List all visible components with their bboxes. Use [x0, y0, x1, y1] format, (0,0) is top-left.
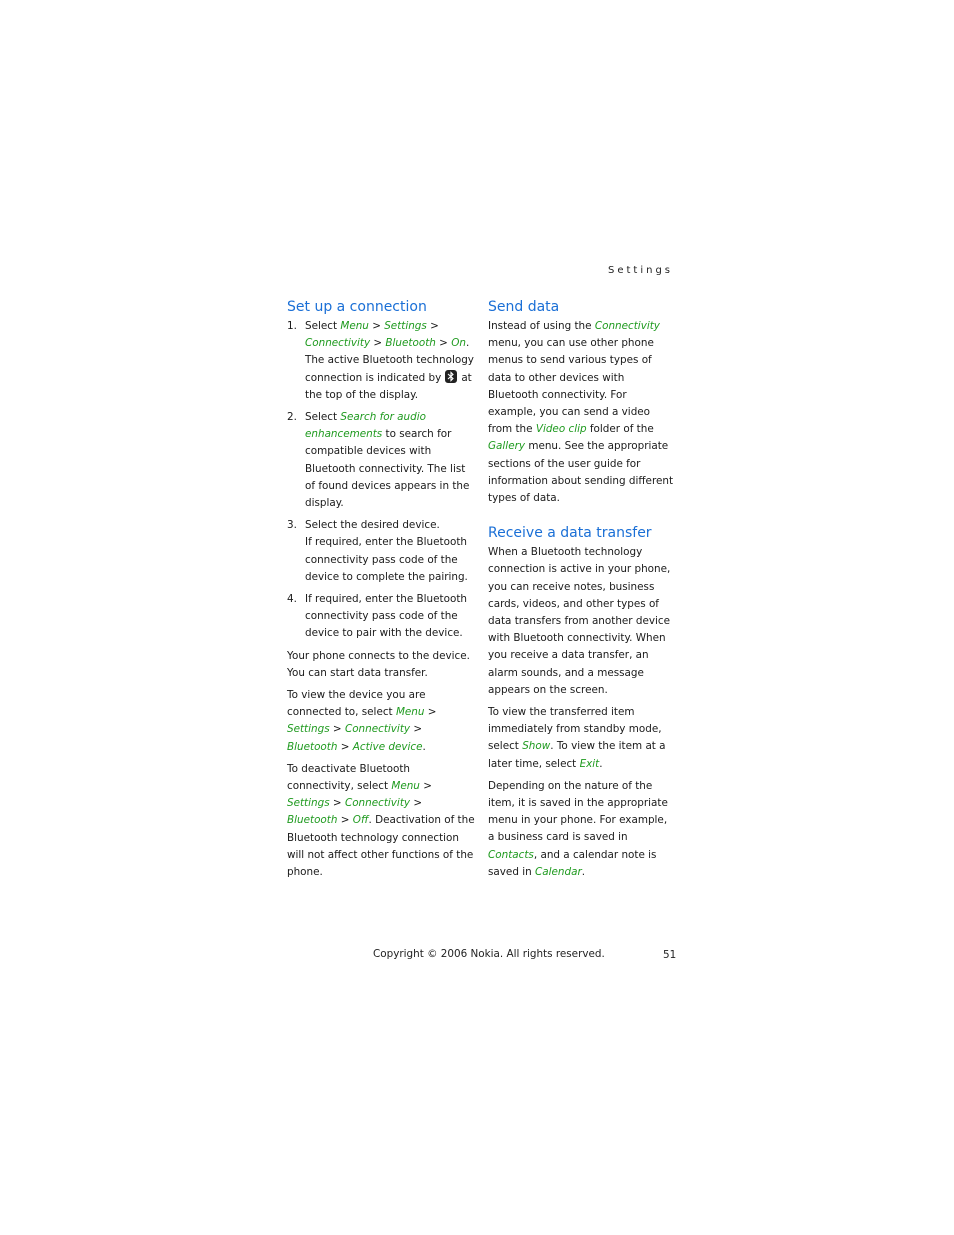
path-separator: >	[329, 723, 345, 736]
paragraph-view-device	[287, 687, 475, 756]
path-separator: >	[426, 320, 439, 332]
page-number: 51	[663, 949, 677, 961]
body-text: menu. See the appropriate sections of the user guide for information about sending different types of data.	[488, 440, 674, 505]
body-text: , and a calendar note is saved in	[488, 848, 657, 878]
body-text: folder of the	[586, 423, 654, 436]
body-text: To deactivate Bluetooth connectivity, select	[287, 762, 410, 793]
body-text: Depending on the nature of the item, it is saved in the appropriate menu in your phone. For example, a business card is saved in	[488, 779, 668, 844]
menu-path-item: Menu	[340, 320, 369, 332]
step-text: The active Bluetooth technology connection is indicated by	[305, 354, 474, 384]
step-2	[287, 409, 475, 512]
bluetooth-icon	[445, 370, 457, 383]
menu-path-item: Bluetooth	[287, 740, 338, 753]
setup-steps	[287, 318, 475, 643]
step-3	[287, 517, 475, 586]
menu-path-item: Active device	[352, 740, 423, 753]
step-text: Select	[305, 320, 341, 332]
menu-path-item: Connectivity	[305, 337, 371, 350]
menu-path-item: On	[451, 337, 466, 350]
path-separator: >	[370, 337, 386, 350]
menu-path-item: Calendar	[535, 865, 582, 878]
path-separator: >	[410, 723, 423, 736]
step-number: 2.	[287, 411, 297, 424]
menu-path-item: Settings	[384, 320, 427, 332]
punctuation: .	[599, 757, 603, 770]
punctuation: .	[422, 740, 426, 753]
step-1	[287, 318, 475, 404]
menu-path-item: Exit	[579, 757, 600, 770]
body-text: Deactivation of the Bluetooth technology connection will not affect other functions of the phone.	[287, 814, 475, 879]
punctuation: .	[581, 865, 586, 878]
menu-path-item: Show	[522, 740, 551, 753]
punctuation: .	[465, 337, 470, 350]
menu-path-item: Bluetooth	[287, 814, 338, 827]
path-separator: >	[337, 814, 353, 827]
menu-path-item: Off	[352, 814, 369, 827]
paragraph-send	[488, 318, 676, 507]
step-text: to search for compatible devices with Bluetooth connectivity. The list of found devices appears in the display.	[305, 428, 470, 510]
step-number: 1.	[287, 320, 297, 332]
paragraph-view-item	[488, 704, 676, 773]
menu-path-item: Connectivity	[344, 797, 411, 810]
step-number: 4.	[287, 593, 297, 606]
body-text: To view the device you are connected to, select	[287, 689, 426, 719]
section-header: Settings	[607, 265, 673, 276]
menu-path-item: Search for audio enhancements	[305, 411, 426, 441]
right-column	[488, 298, 676, 886]
step-text: Select	[305, 411, 341, 424]
body-text: menu, you can use other phone menus to send various types of data to other devices with Bluetooth connectivity. For example, you can send a video from the	[488, 337, 654, 436]
body-text: . To view the item at a later time, select	[488, 740, 666, 770]
menu-path-item: Menu	[395, 706, 425, 719]
menu-path-item: Menu	[391, 780, 420, 793]
step-number: 3.	[287, 519, 297, 532]
copyright-footer: Copyright © 2006 Nokia. All rights reserved.	[373, 948, 605, 960]
menu-path-item: Connectivity	[344, 723, 411, 736]
left-column	[287, 298, 475, 886]
step-text: If required, enter the Bluetooth connectivity pass code of the device to complete the pairing.	[305, 536, 468, 583]
body-text: To view the transferred item immediately from standby mode, select	[488, 706, 662, 753]
paragraph-receive: When a Bluetooth technology connection is active in your phone, you can receive notes, business cards, videos, and other types of data transfers from another device with Bluetooth connectivity. When you receive a data transfer, an alarm sounds, and a message appears on the screen.	[488, 546, 671, 696]
section-title-receive: Receive a data transfer	[488, 525, 652, 542]
step-text: at the top of the display.	[305, 371, 472, 401]
path-separator: >	[435, 337, 452, 350]
paragraph-deactivate	[287, 761, 475, 881]
step-text: Select the desired device.	[305, 519, 440, 532]
section-title-setup: Set up a connection	[287, 299, 427, 315]
menu-path-item: Gallery	[488, 440, 526, 453]
body-text: Instead of using the	[488, 320, 595, 332]
menu-path-item: Contacts	[488, 848, 534, 861]
menu-path-item: Connectivity	[594, 320, 660, 332]
punctuation: .	[368, 814, 372, 827]
path-separator: >	[368, 320, 385, 332]
paragraph-saved	[488, 778, 676, 881]
menu-path-item: Settings	[287, 723, 330, 736]
step-4	[287, 591, 475, 643]
path-separator: >	[419, 780, 432, 793]
section-title-send: Send data	[488, 299, 560, 315]
step-text: If required, enter the Bluetooth connectivity pass code of the device to pair with the device.	[305, 593, 467, 640]
path-separator: >	[424, 706, 437, 719]
menu-path-item: Bluetooth	[385, 337, 436, 350]
paragraph-connects: Your phone connects to the device. You can start data transfer.	[287, 649, 470, 679]
path-separator: >	[410, 797, 423, 810]
menu-path-item: Settings	[287, 797, 330, 810]
path-separator: >	[329, 797, 345, 810]
menu-path-item: Video clip	[535, 423, 587, 436]
path-separator: >	[337, 740, 353, 753]
